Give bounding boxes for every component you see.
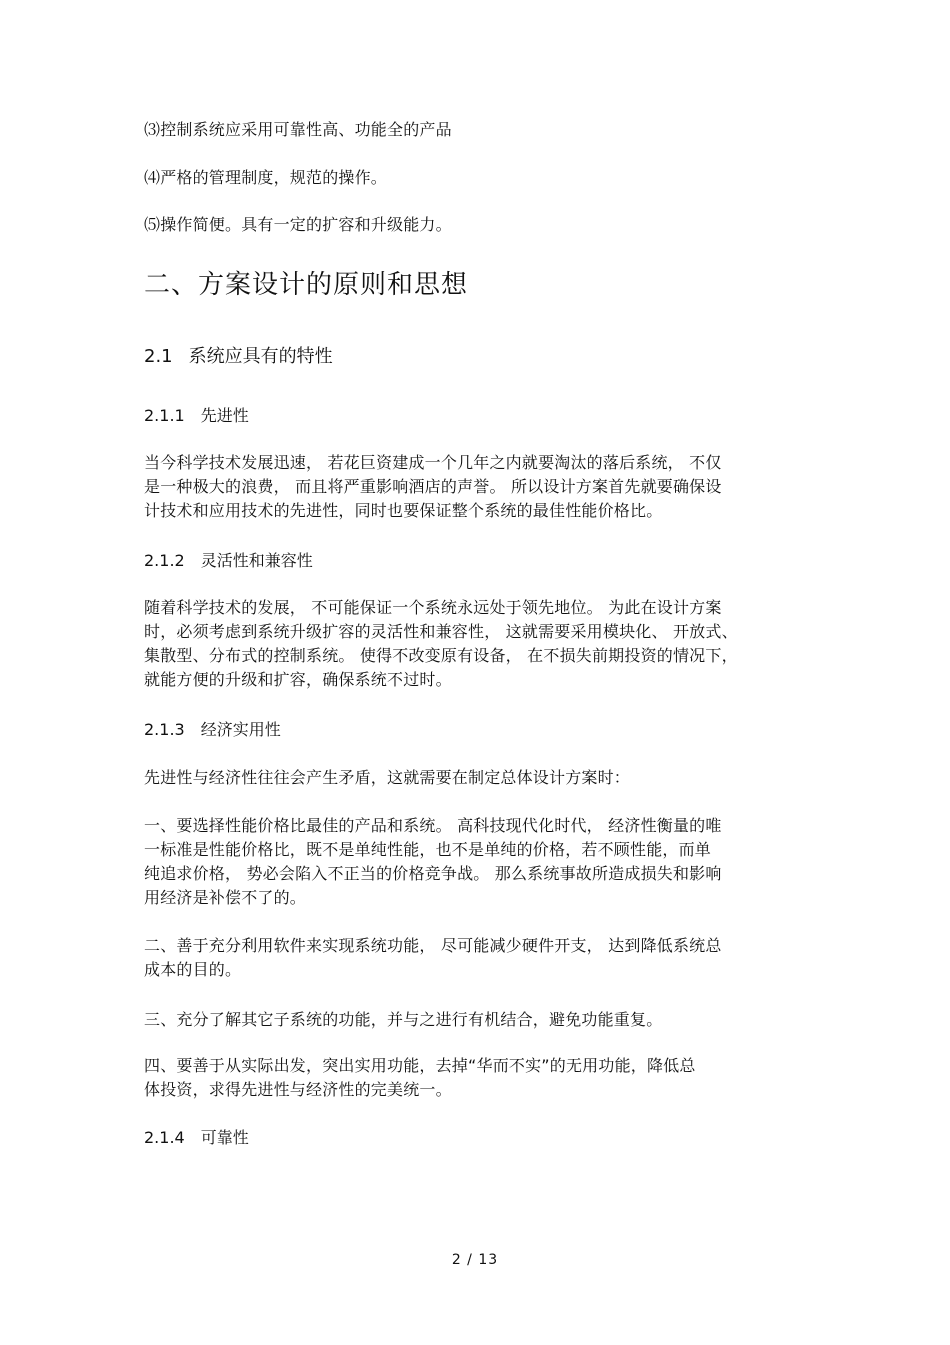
page-number: 2 / 13: [451, 1252, 499, 1268]
heading-number: 2.1.4: [144, 1128, 185, 1147]
paragraph-advanced: [144, 451, 722, 523]
section-heading: 二、方案设计的原则和思想: [144, 270, 469, 300]
heading-title: 先进性: [200, 406, 249, 425]
paragraph-point-4: [144, 1054, 696, 1102]
paragraph-line: 体投资，求得先进性与经济性的完美统一。: [144, 1080, 452, 1099]
heading-2-1-4: [144, 1127, 249, 1149]
heading-number: 2.1.2: [144, 551, 185, 570]
paragraph-line: 时，必须考虑到系统升级扩容的灵活性和兼容性， 这就需要采用模块化、 开放式、: [144, 622, 738, 641]
subsection-heading: [144, 345, 333, 369]
paragraph-line: 随着科学技术的发展， 不可能保证一个系统永远处于领先地位。 为此在设计方案: [144, 598, 722, 617]
list-item-5: ⑸操作简便。具有一定的扩容和升级能力。: [144, 215, 452, 234]
heading-number: 2.1.3: [144, 720, 185, 739]
paragraph-line: 纯追求价格， 势必会陷入不正当的价格竞争战。 那么系统事故所造成损失和影响: [144, 864, 722, 883]
paragraph-line: 用经济是补偿不了的。: [144, 888, 307, 907]
paragraph-line: 集散型、分布式的控制系统。 使得不改变原有设备， 在不损失前期投资的情况下，: [144, 646, 738, 665]
paragraph-line: 二、善于充分利用软件来实现系统功能， 尽可能减少硬件开支， 达到降低系统总: [144, 936, 722, 955]
heading-title: 可靠性: [200, 1128, 249, 1147]
paragraph-flexibility: [144, 596, 738, 692]
paragraph-line: 计技术和应用技术的先进性，同时也要保证整个系统的最佳性能价格比。: [144, 501, 663, 520]
paragraph-point-2: [144, 934, 722, 982]
paragraph-point-3: [144, 1008, 662, 1032]
paragraph-line: 就能方便的升级和扩容，确保系统不过时。: [144, 670, 452, 689]
heading-number: 2.1.1: [144, 406, 185, 425]
paragraph-line: 一、要选择性能价格比最佳的产品和系统。 高科技现代化时代， 经济性衡量的唯: [144, 816, 722, 835]
paragraph-line: 一标准是性能价格比，既不是单纯性能，也不是单纯的价格，若不顾性能，而单: [144, 840, 712, 859]
paragraph-line: 是一种极大的浪费， 而且将严重影响酒店的声誉。 所以设计方案首先就要确保设: [144, 477, 722, 496]
heading-2-1-1: [144, 405, 249, 427]
paragraph-line: 三、充分了解其它子系统的功能，并与之进行有机结合，避免功能重复。: [144, 1010, 663, 1029]
paragraph-line: 四、要善于从实际出发，突出实用功能，去掉“华而不实”的无用功能，降低总: [144, 1056, 696, 1075]
heading-title: 经济实用性: [200, 720, 281, 739]
heading-2-1-2: [144, 550, 313, 572]
list-item-4: ⑷严格的管理制度，规范的操作。: [144, 168, 388, 187]
heading-title: 灵活性和兼容性: [200, 551, 313, 570]
heading-2-1-3: [144, 719, 281, 741]
subsection-number: 2.1: [144, 346, 173, 367]
list-item-3: ⑶控制系统应采用可靠性高、功能全的产品: [144, 120, 452, 139]
paragraph-economy-intro: 先进性与经济性往往会产生矛盾，这就需要在制定总体设计方案时：: [144, 768, 631, 787]
paragraph-line: 当今科学技术发展迅速， 若花巨资建成一个几年之内就要淘汰的落后系统， 不仅: [144, 453, 722, 472]
paragraph-line: 成本的目的。: [144, 960, 242, 979]
subsection-title: 系统应具有的特性: [188, 346, 333, 367]
paragraph-point-1: [144, 814, 722, 910]
